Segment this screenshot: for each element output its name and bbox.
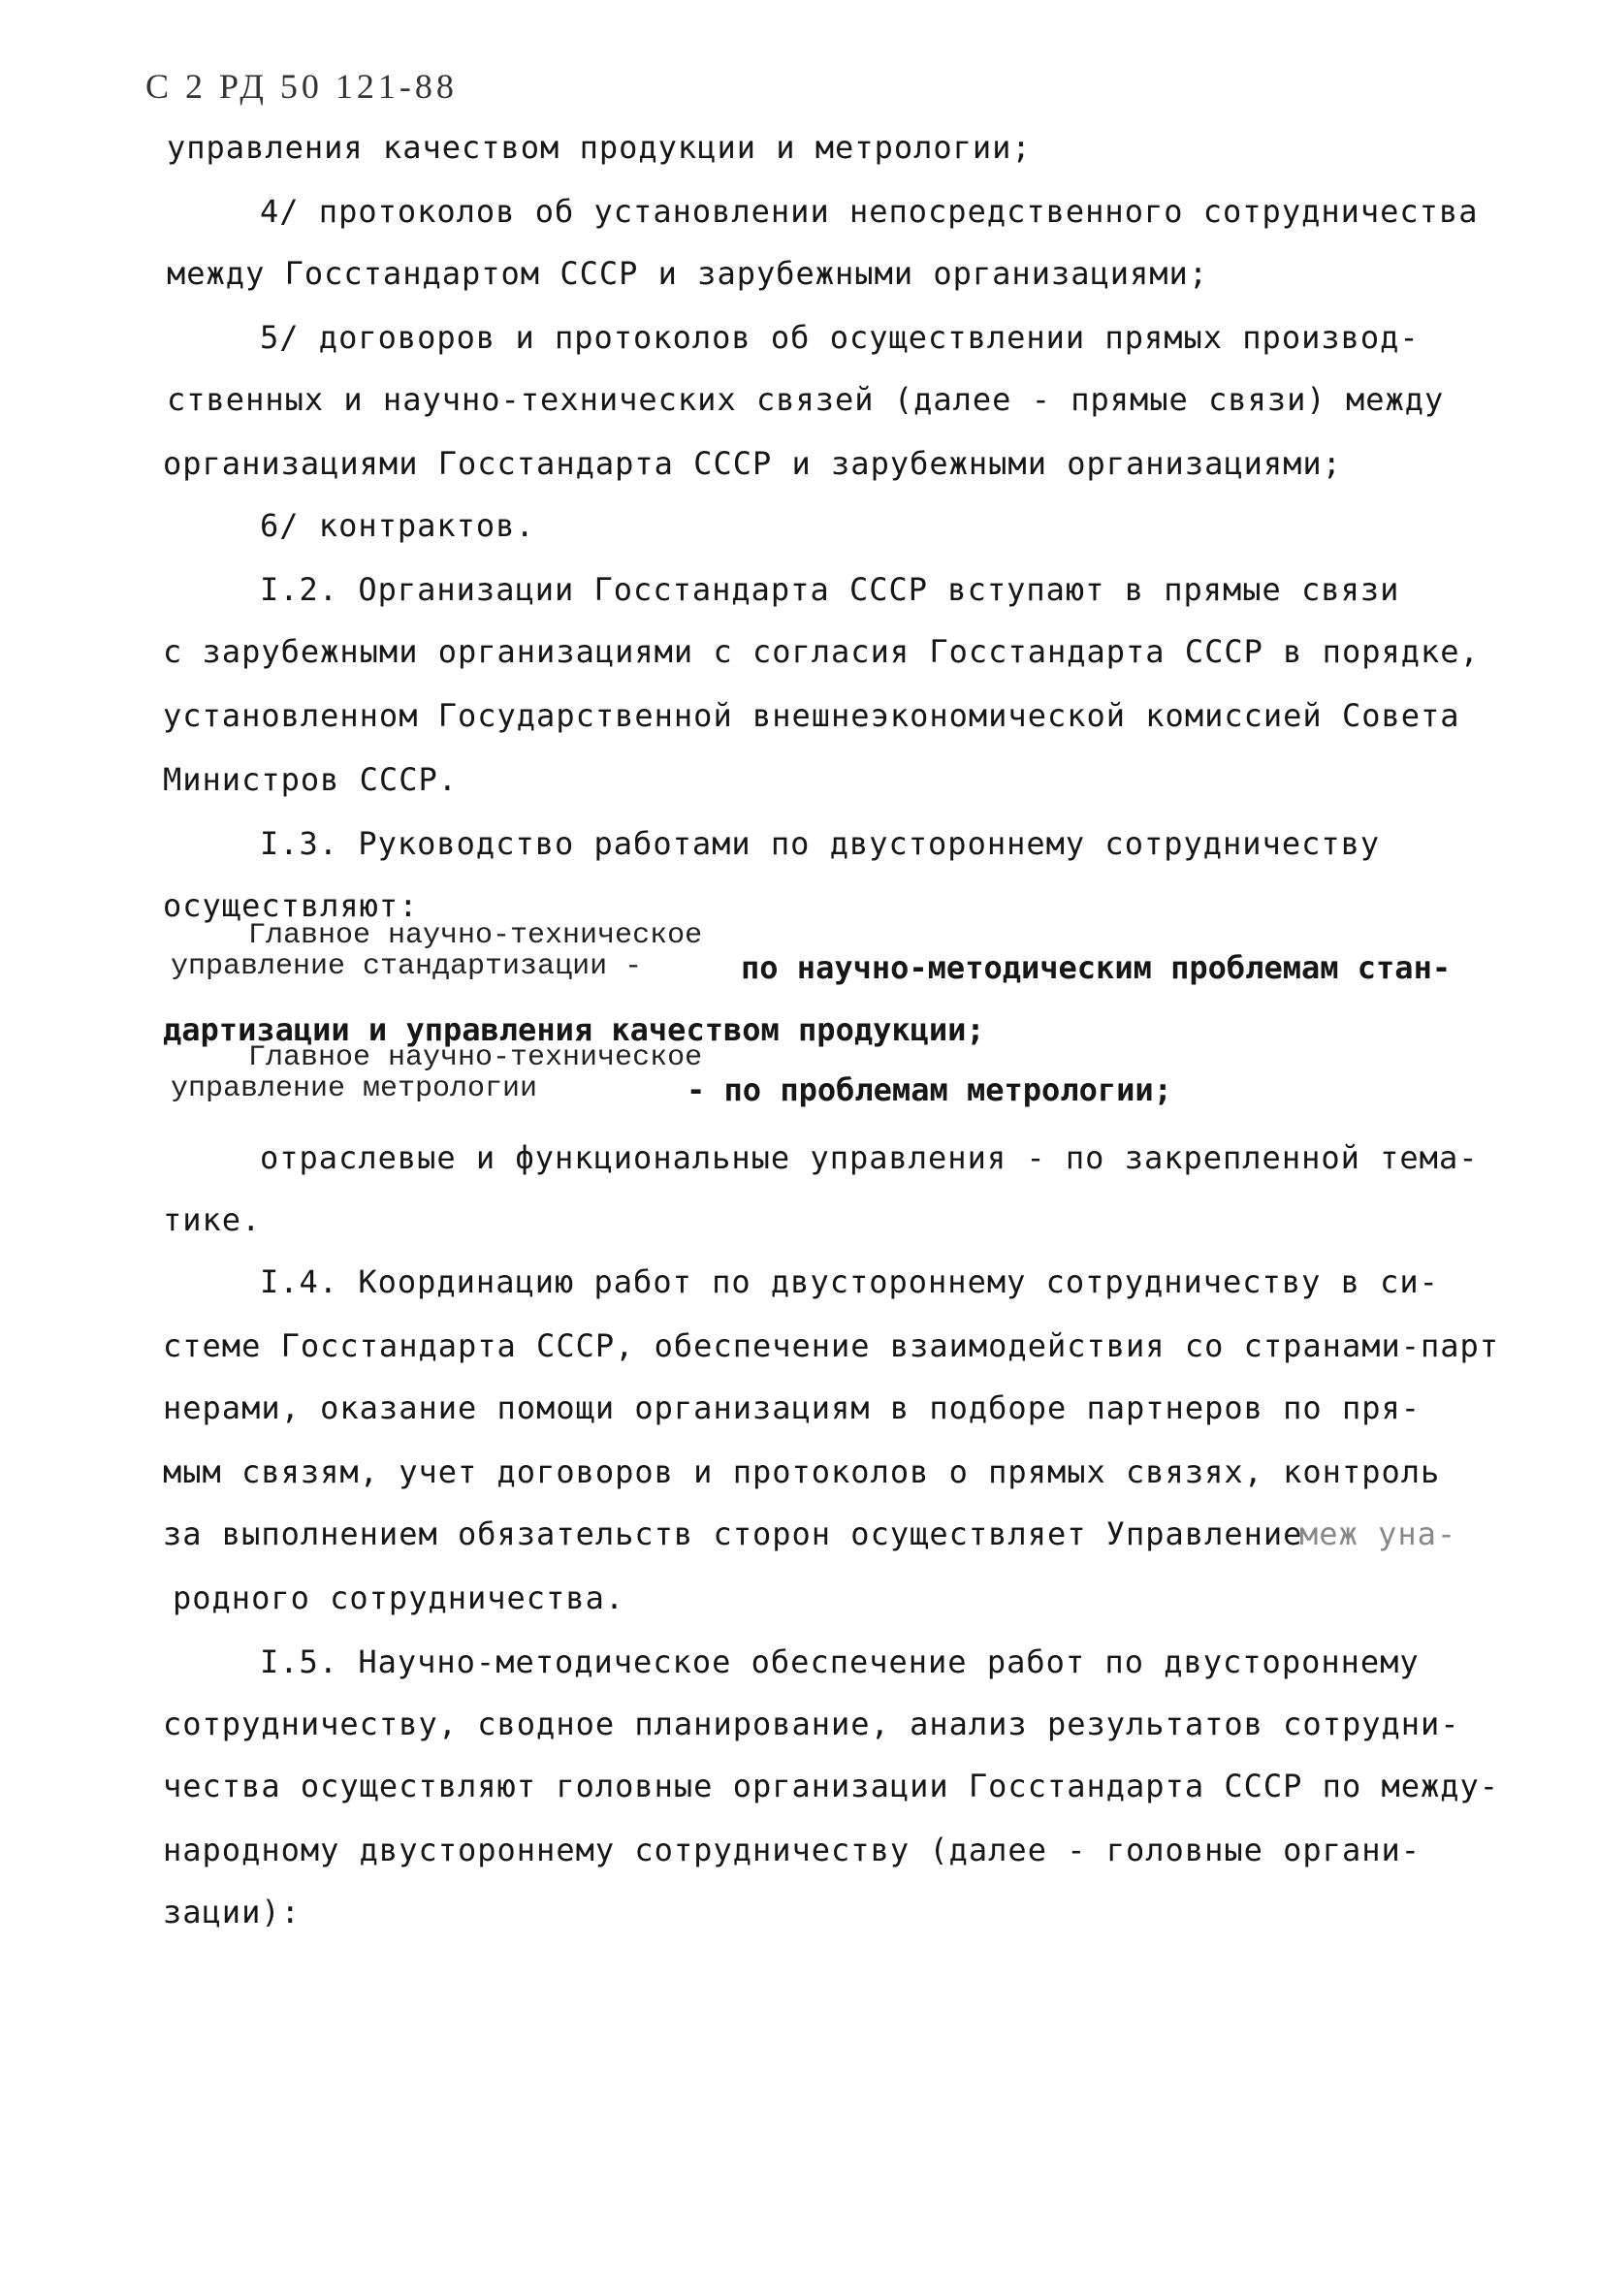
text-line: зации):: [163, 1894, 301, 1930]
text-line: I.2. Организации Госстандарта СССР вступают в прямые связи: [260, 571, 1400, 608]
text-line: осуществляют:: [163, 887, 419, 924]
text-line: 5/ договоров и протоколов об осуществлении прямых производ-: [260, 319, 1420, 356]
text-line: стеме Госстандарта СССР, обеспечение взаимодействия со странами-парт: [163, 1327, 1500, 1364]
text-line: чества осуществляют головные организации Госстандарта СССР по между-: [163, 1768, 1500, 1804]
inset-label-line: управление стандартизации -: [171, 950, 643, 983]
inset-label-line: управление метрологии: [171, 1072, 538, 1105]
text-line: с зарубежными организациями с согласия Госстандарта СССР в порядке,: [163, 633, 1480, 670]
text-line: 4/ протоколов об установлении непосредственного сотрудничества: [260, 193, 1479, 230]
text-line: за выполнением обязательств сторон осуществляет Управление: [163, 1515, 1303, 1552]
text-line: нерами, оказание помощи организациям в подборе партнеров по пря-: [163, 1389, 1421, 1426]
text-line: I.3. Руководство работами по двустороннему сотрудничеству: [260, 825, 1381, 862]
text-line: организациями Госстандарта СССР и зарубежными организациями;: [163, 445, 1342, 482]
text-line: между Госстандартом СССР и зарубежными организациями;: [167, 255, 1209, 292]
text-line: - по проблемам метрологии;: [687, 1071, 1172, 1108]
text-line: народному двустороннему сотрудничеству (далее - головные органи-: [163, 1832, 1421, 1868]
text-line: родного сотрудничества.: [173, 1579, 625, 1616]
text-line: по научно-методическим проблемам стан-: [741, 949, 1452, 986]
document-code-header: С 2 РД 50 121-88: [145, 67, 458, 106]
inset-label-line: Главное научно-техническое: [248, 1041, 703, 1074]
text-line: I.5. Научно-методическое обеспечение работ по двустороннему: [260, 1643, 1420, 1680]
text-line: Министров СССР.: [163, 761, 458, 798]
text-line: меж уна-: [1299, 1515, 1457, 1552]
text-line: ственных и научно-технических связей (далее - прямые связи) между: [167, 381, 1445, 418]
text-line: тике.: [163, 1201, 262, 1238]
text-line: сотрудничеству, сводное планирование, анализ результатов сотрудни-: [163, 1706, 1460, 1742]
text-line: дартизации и управления качеством продукции;: [163, 1011, 985, 1048]
text-line: I.4. Координацию работ по двустороннему сотрудничеству в си-: [260, 1263, 1439, 1300]
text-line: отраслевые и функциональные управления - по закрепленной тема-: [260, 1139, 1479, 1176]
text-line: управления качеством продукции и метрологии;: [167, 129, 1032, 166]
text-line: установленном Государственной внешнеэкономической комиссией Совета: [163, 697, 1460, 734]
text-line: мым связям, учет договоров и протоколов о прямых связях, контроль: [163, 1453, 1441, 1490]
inset-label-line: Главное научно-техническое: [248, 919, 703, 952]
text-line: 6/ контрактов.: [260, 507, 535, 544]
